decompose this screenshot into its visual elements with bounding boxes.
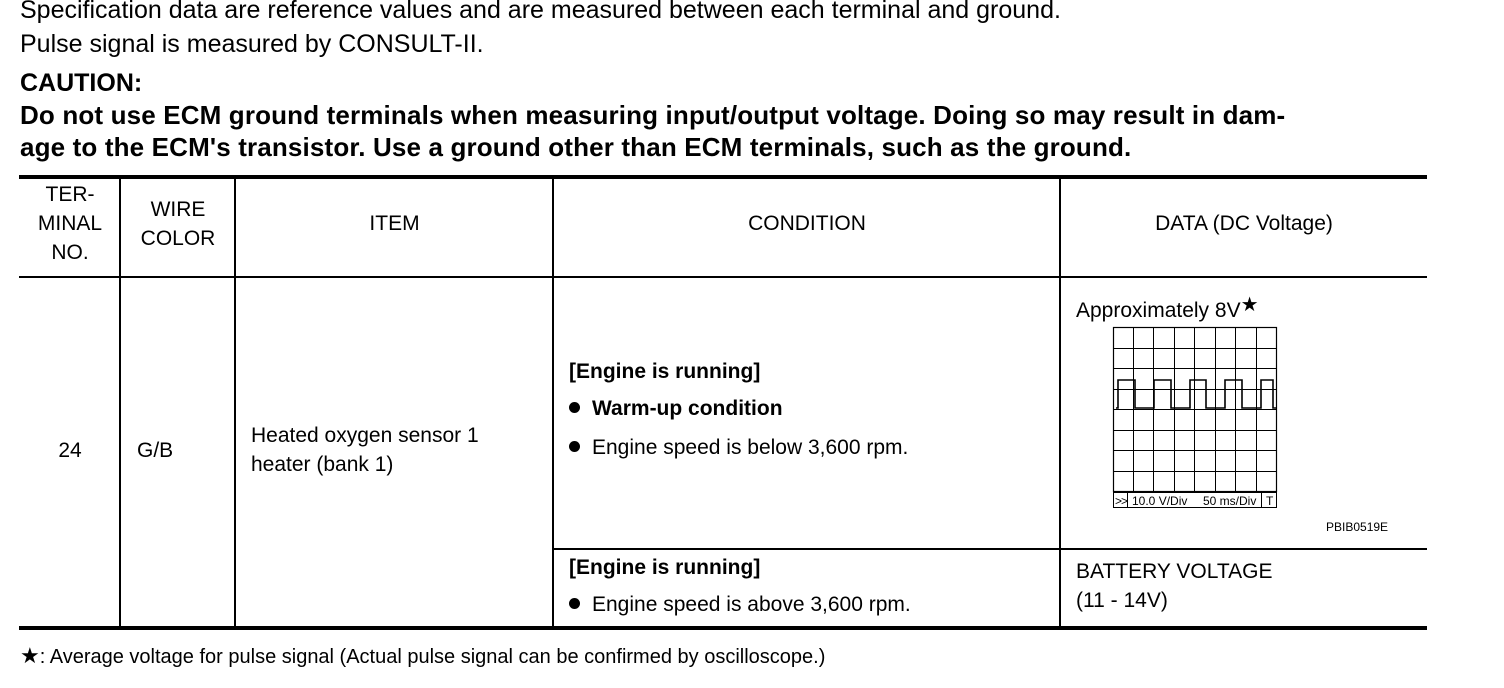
header-wire-color: WIRE COLOR [140,198,216,250]
data-1-value: Approximately 8V★ [1076,294,1259,322]
footnote: ★: Average voltage for pulse signal (Actual pulse signal can be confirmed by oscilloscope.) [20,643,826,668]
spec-note: Specification data are reference values and are measured between each terminal and ground. [20,0,1061,24]
pulse-note: Pulse signal is measured by CONSULT-II. [20,30,484,58]
caution-text-line-2: age to the ECM's transistor. Use a ground other than ECM terminals, such as the ground. [20,132,1132,162]
condition-2-bullet-1: Engine speed is above 3,600 rpm. [569,593,911,617]
table-bottom-rule [19,626,1427,630]
header-item: ITEM [369,212,420,235]
condition-1-title: [Engine is running] [569,360,761,383]
table-row-divider [553,548,1427,550]
col-divider [552,178,554,628]
condition-2-title: [Engine is running] [569,556,761,579]
table-top-rule [19,175,1427,179]
table-header-rule [19,276,1427,278]
bullet-icon [569,441,580,452]
figure-code: PBIB0519E [1326,520,1389,534]
header-condition: CONDITION [748,212,866,235]
data-2-value: BATTERY VOLTAGE (11 - 14V) [1076,560,1273,612]
caution-text-line-1: Do not use ECM ground terminals when measuring input/output voltage. Doing so may result in dam- [20,100,1286,130]
header-data: DATA (DC Voltage) [1155,212,1333,235]
item-name: Heated oxygen sensor 1 heater (bank 1) [251,424,479,476]
bullet-icon [569,598,580,609]
col-divider [1059,178,1061,628]
wire-color: G/B [137,439,174,462]
oscilloscope-waveform [1110,326,1282,512]
condition-1-bullet-1: Warm-up condition [569,397,783,421]
terminal-number: 24 [58,439,82,462]
scope-arrow-icon: >> [1115,494,1128,508]
scope-trigger-label: T [1266,494,1274,508]
bullet-icon [569,402,580,413]
star-icon: ★ [20,643,40,668]
scope-volt-div: 10.0 V/Div [1132,494,1188,508]
scope-time-div: 50 ms/Div [1203,494,1257,508]
condition-1-bullet-2: Engine speed is below 3,600 rpm. [569,436,908,460]
header-terminal-no: TER- MINAL NO. [37,183,103,264]
star-icon: ★ [1240,294,1259,316]
caution-title: CAUTION: [20,69,143,97]
